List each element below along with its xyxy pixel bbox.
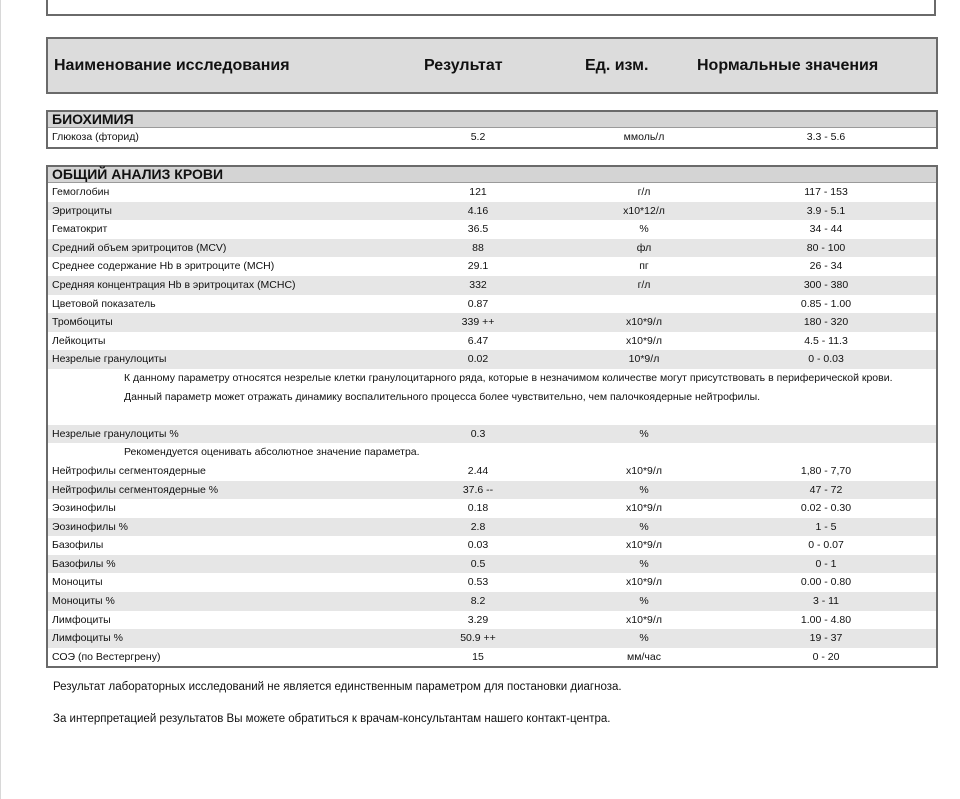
row-name: Эозинофилы % [52,520,129,533]
row-norm: 0 - 0.03 [808,353,844,366]
table-row [48,202,936,221]
row-result: 4.16 [467,204,489,217]
table-row [48,518,936,537]
row-norm: 1,80 - 7,70 [800,464,852,477]
table-row [48,629,936,648]
row-unit: ммоль/л [623,131,665,143]
row-norm: 4.5 - 11.3 [804,334,848,347]
page-left-edge [0,0,1,799]
row-result: 0.02 [467,353,489,366]
cbc-rows-part2 [48,462,936,667]
row-unit: фл [636,241,652,254]
row-result: 0.03 [467,539,489,552]
row-name: Цветовой показатель [52,297,156,310]
row-norm: 180 - 320 [803,316,849,329]
cbc-rows-part1 [48,183,936,369]
row-unit: 10*9/л [628,353,660,366]
row-name: Лимфоциты [52,613,111,626]
row-result: 88 [472,241,484,254]
row-norm: 1.00 - 4.80 [800,613,852,626]
header-norm: Нормальные значения [697,57,879,74]
table-row [48,350,936,369]
table-row [48,183,936,202]
section-title-biochemistry: БИОХИМИЯ [48,112,936,128]
row-unit: x10*12/л [623,204,665,217]
row-result: 0.18 [467,502,489,515]
row-norm: 0 - 20 [812,650,840,663]
row-result: 6.47 [467,334,489,347]
row-result: 5.2 [470,131,486,143]
row-name: Нейтрофилы сегментоядерные [52,464,206,477]
section-title-cbc: ОБЩИЙ АНАЛИЗ КРОВИ [48,167,936,183]
row-unit: % [639,223,649,236]
row-unit: x10*9/л [626,502,662,515]
row-norm: 0 - 0.07 [808,539,844,552]
row-result: 36.5 [467,223,489,236]
row-result: 121 [469,186,487,198]
row-unit: мм/час [627,650,661,663]
row-name: Базофилы % [52,557,116,570]
table-row [48,257,936,276]
row-unit: % [639,520,649,533]
row-result: 332 [469,278,487,291]
row-result: 0.5 [470,557,486,570]
row-name: Моноциты [52,576,103,589]
table-row [48,648,936,667]
table-row [48,128,936,147]
row-name: Лейкоциты [52,334,106,347]
row-norm: 1 - 5 [815,520,837,533]
row-name: Моноциты % [52,595,115,608]
row-result: 3.29 [467,613,489,626]
row-name: Лимфоциты % [52,632,123,645]
table-row [48,573,936,592]
row-name: СОЭ (по Вестергрену) [52,650,161,663]
row-name: Нейтрофилы сегментоядерные % [52,483,219,496]
row-norm: 3.3 - 5.6 [806,131,846,143]
row-result: 29.1 [467,260,489,273]
row-unit: % [639,427,649,440]
row-result: 15 [472,650,484,663]
row-name: Глюкоза (фторид) [52,131,139,143]
row-name: Средний объем эритроцитов (MCV) [52,241,227,254]
row-norm: 19 - 37 [809,632,843,645]
header-unit: Ед. изм. [585,57,649,74]
footer-contact: За интерпретацией результатов Вы можете обратиться к врачам-консультантам нашего контакт-центра. [53,713,611,725]
footer-disclaimer: Результат лабораторных исследований не является единственным параметром для постановки диагноза. [53,681,622,693]
row-unit: x10*9/л [626,576,662,589]
table-row [48,592,936,611]
row-unit: % [639,632,649,645]
row-name: Эритроциты [52,204,112,217]
biochemistry-section [46,110,938,149]
table-row [48,462,936,481]
row-norm: 0.00 - 0.80 [800,576,852,589]
row-name: Базофилы [52,539,104,552]
header-result: Результат [424,57,503,74]
biochemistry-rows [48,128,936,147]
row-unit: г/л [637,278,651,291]
row-norm: 26 - 34 [809,260,843,273]
row-norm: 0.85 - 1.00 [800,297,852,310]
row-result: 0.53 [467,576,489,589]
row-name: Тромбоциты [52,316,113,329]
row-norm: 300 - 380 [803,278,849,291]
table-row [48,499,936,518]
row-norm: 3 - 11 [812,595,840,608]
row-name: Гематокрит [52,223,108,236]
recommendation-note: Рекомендуется оценивать абсолютное значение параметра. [124,446,420,459]
immature-granulocytes-note: К данному параметру относятся незрелые клетки гранулоцитарного ряда, которые в незначимом количестве могут присутствовать в периферической крови. Данный параметр может отражать динамику воспалительного процесса более чувствительно, чем палочкоядерные нейтрофилы. [124,371,893,403]
row-name: Незрелые гранулоциты % [52,427,179,440]
table-row [48,313,936,332]
row-result: 8.2 [470,595,486,608]
row-norm: 117 - 153 [804,186,848,198]
row-name: Незрелые гранулоциты [52,353,167,366]
table-header [46,37,938,94]
row-unit: x10*9/л [626,464,662,477]
row-result: 2.8 [470,520,486,533]
table-row [48,425,936,444]
previous-section-box [46,0,936,16]
table-row [48,481,936,500]
row-name: Эозинофилы [52,502,116,515]
row-norm: 47 - 72 [809,483,843,496]
row-name: Среднее содержание Hb в эритроците (MCH) [52,260,275,273]
table-row [48,555,936,574]
row-norm: 0 - 1 [815,557,837,570]
table-row [48,220,936,239]
row-result: 2.44 [467,464,489,477]
row-unit: % [639,595,649,608]
row-result: 37.6 -- [462,483,494,496]
cbc-section [46,165,938,668]
table-row [48,239,936,258]
table-row [48,276,936,295]
row-unit: пг [639,260,649,273]
header-name: Наименование исследования [54,57,290,74]
row-unit: % [639,483,649,496]
table-row [48,332,936,351]
row-unit: % [639,557,649,570]
row-name: Средняя концентрация Hb в эритроцитах (MCHC) [52,278,296,291]
row-unit: г/л [637,186,651,198]
table-row [48,611,936,630]
row-unit: x10*9/л [626,613,662,626]
row-norm: 3.9 - 5.1 [806,204,846,217]
row-norm: 34 - 44 [809,223,843,236]
row-result: 0.3 [470,427,486,440]
row-result: 0.87 [467,297,489,310]
row-name: Гемоглобин [52,186,110,198]
row-result: 339 ++ [461,316,495,329]
table-row [48,536,936,555]
row-unit: x10*9/л [626,334,662,347]
row-norm: 80 - 100 [806,241,846,254]
row-unit: x10*9/л [626,539,662,552]
row-unit: x10*9/л [626,316,662,329]
row-norm: 0.02 - 0.30 [800,502,852,515]
row-result: 50.9 ++ [460,632,496,645]
table-row [48,295,936,314]
